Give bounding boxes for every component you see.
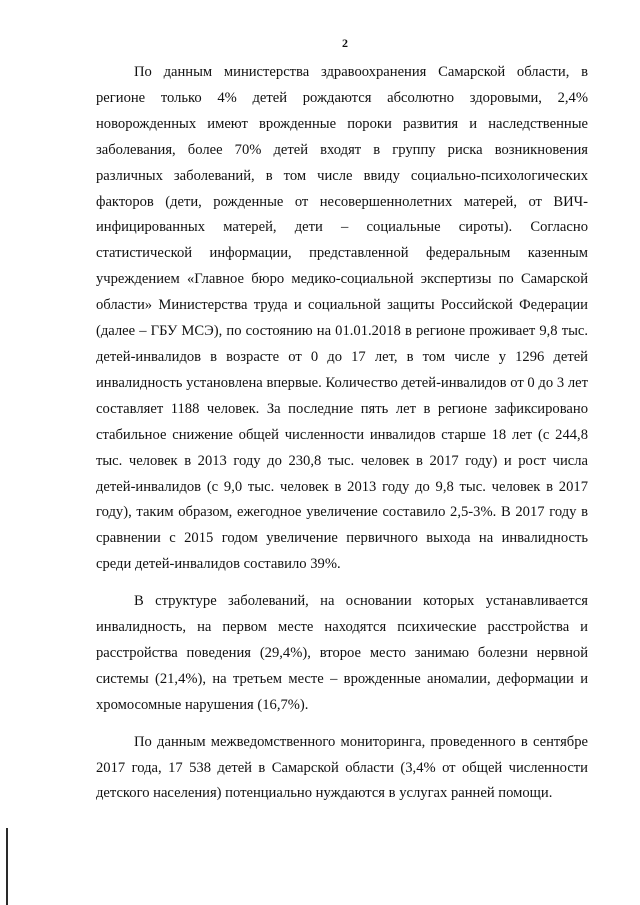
paragraph-statistics: По данным министерства здравоохранения Самарской области, в регионе только 4% детей рождаются абсолютно здоровыми, 2,4% новорожденных имеют врожденные пороки развития и наследственные заболевания, более 70% детей входят в группу риска возникновения различных заболеваний, в том числе ввиду социально-психологических факторов (дети, рожденные от несовершеннолетних матерей, от ВИЧ-инфицированных матерей, дети – социальные сироты). Согласно статистической информации, представленной федеральным казенным учреждением «Главное бюро медико-социальной экспертизы по Самарской области» Министерства труда и социальной защиты Российской Федерации (далее – ГБУ МСЭ), по состоянию на 01.01.2018 в регионе проживает 9,8 тыс. детей-инвалидов в возрасте от 0 до 17 лет, в том числе у 1296 детей инвалидность установлена впервые. Количество детей-инвалидов от 0 до 3 лет составляет 1188 человек. За последние пять лет в регионе зафиксировано стабильное снижение общей численности инвалидов старше 18 лет (с 244,8 тыс. человек в 2013 году до 230,8 тыс. человек в 2017 году) и рост числа детей-инвалидов (с 9,0 тыс. человек в 2013 году до 9,8 тыс. человек в 2017 году), таким образом, ежегодное увеличение составило 2,5-3%. В 2017 году в сравнении с 2015 годом увеличение первичного выхода на инвалидность среди детей-инвалидов составило 39%. [96, 64, 588, 573]
document-body [96, 60, 588, 818]
page-number: 2 [342, 36, 348, 50]
paragraph-disease-structure: В структуре заболеваний, на основании которых устанавливается инвалидность, на первом месте находятся психические расстройства и расстройства поведения (29,4%), второе место занимаю болезни нервной системы (21,4%), на третьем месте – врожденные аномалии, деформации и хромосомные нарушения (16,7%). [96, 593, 588, 713]
paragraph-monitoring: По данным межведомственного мониторинга, проведенного в сентябре 2017 года, 17 538 детей в Самарской области (3,4% от общей численности детского населения) потенциально нуждаются в услугах ранней помощи. [96, 733, 588, 802]
scan-edge-line [6, 828, 8, 905]
